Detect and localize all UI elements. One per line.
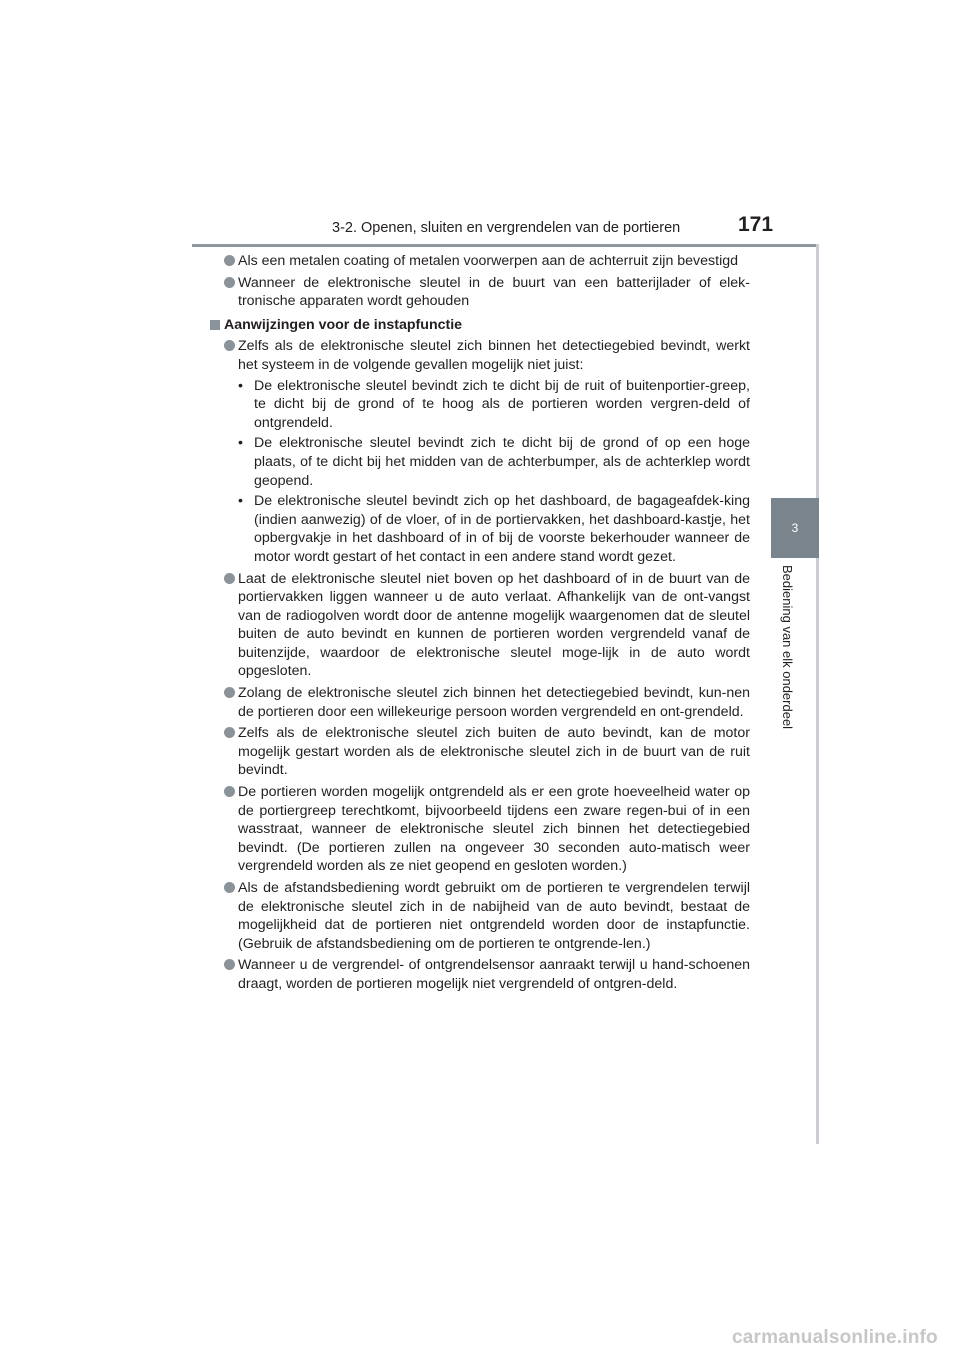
chapter-number: 3 xyxy=(791,521,799,535)
list-item xyxy=(210,783,750,876)
list-item xyxy=(210,724,750,780)
list-item xyxy=(210,684,750,721)
list-item xyxy=(210,879,750,953)
page-header xyxy=(0,0,960,250)
main-content xyxy=(210,252,750,994)
list-item xyxy=(210,337,750,374)
list-item xyxy=(210,956,750,993)
section-title: 3-2. Openen, sluiten en vergrendelen van de portieren xyxy=(332,220,681,236)
sub-bullet-icon: • xyxy=(238,493,243,510)
bullet-icon xyxy=(224,277,235,288)
list-item xyxy=(210,570,750,682)
bullet-icon xyxy=(224,255,235,266)
chapter-title: Bediening van elk onderdeel xyxy=(780,565,795,730)
list-item-text: Zolang de elektronische sleutel zich binnen het detectiegebied bevindt, kun-nen de portieren door een willekeurige persoon worden vergrendeld en ont-grendeld. xyxy=(238,685,750,720)
bullet-icon xyxy=(224,340,235,351)
sub-list-item xyxy=(210,492,750,566)
side-rule xyxy=(816,244,819,1144)
header-rule xyxy=(192,244,819,247)
bullet-icon xyxy=(224,727,235,738)
list-item xyxy=(210,252,750,271)
sub-list-item-text: De elektronische sleutel bevindt zich te dicht bij de ruit of buitenportier-greep, te dicht bij de grond of te hoog als de portieren worden vergren-deld of ontgrendeld. xyxy=(254,377,750,431)
list-item-text: Laat de elektronische sleutel niet boven op het dashboard of in de buurt van de portiervakken liggen wanneer u de auto verlaat. Afhankelijk van de ont-vangst van de radiogolven wordt door de antenne mogelijk waargenomen dat de sleutel buiten de auto bevindt en kunnen de portieren worden vergrendeld vanaf de buitenzijde, waardoor de elektronische sleutel moge-lijk in de auto wordt opgesloten. xyxy=(238,570,750,680)
list-item-text: De portieren worden mogelijk ontgrendeld als er een grote hoeveelheid water op de portiergreep terechtkomt, bijvoorbeeld tijdens een zware regen-bui of in een wasstraat, wanneer de elektronische sleutel zich binnen het detectiegebied bevindt. (De portieren zullen na ongeveer 30 seconden auto-matisch weer vergrendeld worden als ze niet geopend en gesloten worden.) xyxy=(238,784,750,875)
bullet-icon xyxy=(224,687,235,698)
bullet-icon xyxy=(224,786,235,797)
chapter-tab xyxy=(771,498,819,558)
bullet-icon xyxy=(224,882,235,893)
sub-bullet-icon: • xyxy=(238,435,243,452)
sub-list-item-text: De elektronische sleutel bevindt zich op het dashboard, de bagageafdek-king (indien aanwezig) of de vloer, of in de portiervakken, het dashboard-kastje, het opbergvakje in het dashboard of in of bij de voorste bekerhouder wanneer de motor wordt gestart of het contact in een andere stand wordt gezet. xyxy=(254,493,750,565)
watermark[interactable]: carmanualsonline.info xyxy=(732,1327,938,1348)
list-item-text: Als een metalen coating of metalen voorwerpen aan de achterruit zijn bevestigd xyxy=(238,253,739,269)
sub-bullet-icon: • xyxy=(238,377,243,394)
list-item-text: Zelfs als de elektronische sleutel zich binnen het detectiegebied bevindt, werkt het systeem in de volgende gevallen mogelijk niet juist: xyxy=(238,338,750,373)
section-heading-text: Aanwijzingen voor de instapfunctie xyxy=(224,316,463,333)
bullet-icon xyxy=(224,573,235,584)
sub-list-item xyxy=(210,434,750,490)
list-item xyxy=(210,274,750,311)
section-heading xyxy=(210,316,750,335)
bullet-icon xyxy=(224,959,235,970)
list-item-text: Als de afstandsbediening wordt gebruikt om de portieren te vergrendelen terwijl de elektronische sleutel zich in de nabijheid van de auto bevindt, bestaat de mogelijkheid dat de portieren niet ontgrendeld worden door de instapfunctie. (Gebruik de afstandsbediening om de portieren te ontgrende-len.) xyxy=(238,880,750,952)
sub-list-item-text: De elektronische sleutel bevindt zich te dicht bij de grond of op een hoge plaats, of te dicht bij het midden van de achterbumper, als de achterklep wordt geopend. xyxy=(254,435,750,489)
list-item-text: Wanneer de elektronische sleutel in de buurt van een batterijlader of elek-tronische apparaten wordt gehouden xyxy=(238,274,750,310)
sub-list-item xyxy=(210,377,750,433)
list-item-text: Zelfs als de elektronische sleutel zich buiten de auto bevindt, kan de motor mogelijk gestart worden als de elektronische sleutel zich in de buurt van de ruit bevindt. xyxy=(238,725,750,779)
square-bullet-icon xyxy=(210,320,220,330)
page-number: 171 xyxy=(738,213,774,236)
list-item-text: Wanneer u de vergrendel- of ontgrendelsensor aanraakt terwijl u hand-schoenen draagt, worden de portieren mogelijk niet vergrendeld of ontgren-deld. xyxy=(238,957,750,992)
